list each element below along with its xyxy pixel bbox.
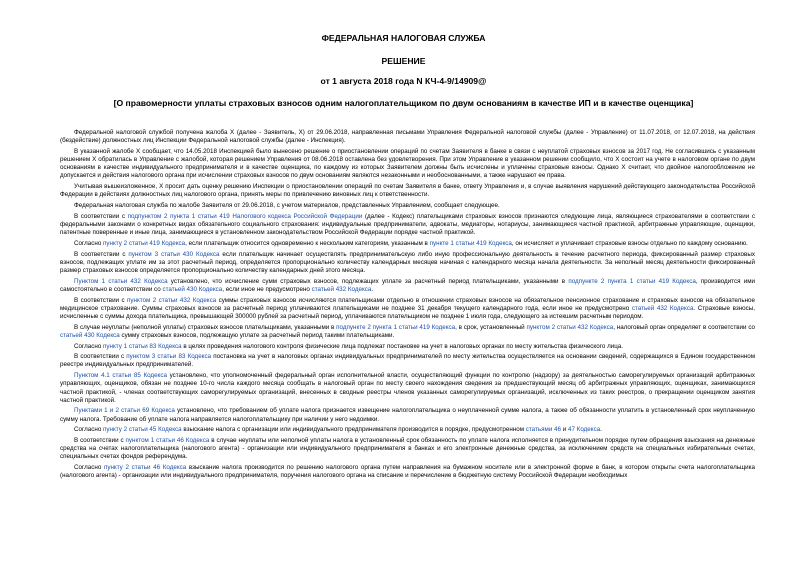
paragraph-text: Учитывая вышеизложенное, X просит дать оценку решению Инспекции о приостановлении операций по счетам Заявителя в банке, ответу Управления и, в случае выявления нарушений действующего законодательства Российской Федерации в действиях должностных лиц налогового органа, принять меры по привлечению виновных лиц к ответственности. bbox=[60, 183, 755, 199]
law-reference-link[interactable]: пунктом 2 статьи 432 Кодекса bbox=[126, 296, 217, 304]
paragraph-text: Согласно bbox=[74, 342, 104, 350]
paragraph-text: Согласно bbox=[74, 426, 104, 434]
paragraph-text: установлено, что уполномоченный федеральный орган исполнительной власти, осуществляющий функции по контролю (надзору) за деятельностью саморегулируемых организаций арбитражных управляющих, оценщиков, обязан не позднее 10-го числа каждого месяца сообщать в налоговый орган по месту своего нахождения сведения за предшествующий месяц об арбитражных управляющих, оценщиках, занимающихся частной практикой, - членах соответствующих саморегулируемых организаций, внесенных в сводные реестры членов указанных саморегулируемых организаций, исключенных из таких реестров, о прекращении оценщиком занятия частной практикой. bbox=[60, 372, 755, 404]
law-reference-link[interactable]: пунктом 1 статьи 46 Кодекса bbox=[125, 437, 210, 445]
paragraph-text: В соответствии с bbox=[74, 296, 127, 304]
law-reference-link[interactable]: пункту 1 статьи 83 Кодекса bbox=[103, 342, 182, 350]
paragraph-text: и bbox=[561, 426, 568, 434]
paragraph-text: Согласно bbox=[74, 464, 104, 472]
law-reference-link[interactable]: Пунктами 1 и 2 статьи 69 Кодекса bbox=[74, 407, 175, 415]
paragraph-text: (далее - Кодекс) плательщиками страховых взносов признаются следующие лица, являющиеся страхователями в соответствии с федеральными законами о конкретных видах обязательного социального страхования: индивидуальные предприниматели, адвокаты, медиаторы, нотариусы, занимающиеся частной практикой, арбитражные управляющие, оценщики, патентные поверенные и иные лица, занимающиеся в установленном законодательством Российской Федерации порядке частной практикой. bbox=[60, 212, 756, 237]
paragraph-text: . bbox=[600, 426, 602, 434]
paragraph bbox=[60, 372, 755, 405]
law-reference-link[interactable]: подпункте 2 пункта 1 статьи 419 Кодекса bbox=[336, 323, 456, 331]
paragraph bbox=[60, 343, 755, 351]
document-type: РЕШЕНИЕ bbox=[381, 56, 426, 66]
law-reference-link[interactable]: статьей 432 Кодекса bbox=[631, 304, 694, 312]
paragraph bbox=[60, 148, 755, 181]
paragraph-text: В случае неуплаты (неполной уплаты) страховых взносов плательщиками, указанными в bbox=[74, 323, 337, 331]
paragraph bbox=[60, 437, 755, 461]
paragraph bbox=[60, 324, 755, 340]
paragraph-text: сумму страховых взносов, подлежащую уплате за расчетный период такими плательщиками. bbox=[119, 331, 395, 339]
law-reference-link[interactable]: пункту 2 статьи 45 Кодекса bbox=[103, 426, 182, 434]
paragraph-text: взыскание налога с организации или индивидуального предпринимателя производится в порядке, предусмотренном bbox=[181, 426, 526, 434]
document-subject: [О правомерности уплаты страховых взносов одним налогоплательщиком по двум основаниям в качестве ИП и в качестве оценщика] bbox=[113, 98, 694, 108]
law-reference-link[interactable]: пунктом 2 статьи 432 Кодекса bbox=[526, 323, 614, 331]
paragraph bbox=[60, 129, 755, 145]
paragraph bbox=[60, 213, 755, 237]
paragraph bbox=[60, 202, 755, 210]
paragraph-text: , налоговый орган определяет в соответствии со bbox=[613, 323, 755, 331]
paragraph bbox=[60, 297, 755, 321]
law-reference-link[interactable]: пунктом 3 статьи 430 Кодекса bbox=[128, 250, 220, 258]
paragraph-text: Федеральная налоговая служба по жалобе Заявителя от 29.06.2018, с учетом материалов, представленных Управлением, сообщает следующее. bbox=[74, 202, 500, 210]
paragraph-text: . Страховые взносы, исчисленные с суммы дохода плательщика, превышающей 300000 рублей за расчетный период, уплачиваются плательщиком не позднее 1 июля года, следующего за истекшим расчетным периодом. bbox=[60, 304, 755, 320]
document-date-number: от 1 августа 2018 года N КЧ-4-9/14909@ bbox=[320, 76, 487, 86]
paragraph-text: в целях проведения налогового контроля физические лица подлежат постановке на учет в налоговых органах по месту жительства физического лица. bbox=[181, 342, 624, 350]
paragraph-text: В соответствии с bbox=[74, 353, 127, 361]
law-reference-link[interactable]: пункту 2 статьи 46 Кодекса bbox=[103, 464, 187, 472]
law-reference-link[interactable]: Пунктом 1 статьи 432 Кодекса bbox=[74, 277, 168, 285]
paragraph-text: В соответствии с bbox=[74, 212, 128, 220]
paragraph-text: Федеральной налоговой службой получена жалоба X (далее - Заявитель, X) от 29.06.2018, направленная письмами Управления Федеральной налоговой службы (далее - Управление) от 11.07.2018, от 12.07.2018, на действия (бездействие) должностных лиц Инспекции Федеральной налоговой службы (далее - Инспекция). bbox=[60, 129, 755, 145]
paragraph-text: , в срок, установленный bbox=[455, 323, 527, 331]
paragraph bbox=[60, 183, 755, 199]
law-reference-link[interactable]: подпункте 2 пункта 1 статьи 419 Кодекса bbox=[568, 277, 696, 285]
paragraph-text: Согласно bbox=[74, 239, 104, 247]
paragraph-text: установлено, что исчисление сумм страховых взносов, подлежащих уплате за расчетный период плательщиками, указанными в bbox=[167, 277, 569, 285]
paragraph bbox=[60, 426, 755, 434]
paragraph-text: , он исчисляет и уплачивает страховые взносы отдельно по каждому основанию. bbox=[511, 239, 748, 247]
paragraph-text: В указанной жалобе X сообщает, что 14.05.2018 Инспекцией было вынесено решение о приостановлении операций по счетам Заявителя в банке в связи с неуплатой страховых взносов за 2017 год. Не согласившись с указанным решением X обратилась в Управление с жалобой, которая решением Управления от 08.06.2018 оставлена без удовлетворения. При этом Управление в указанном решении сообщило, что X состоит на учете в налоговом органе по двум основаниям в качестве индивидуального предпринимателя и в качестве оценщика, по каждому из которых Заявителем должны быть исчислены и уплачены страховые взносы. Однако X считает, что двойное налогообложение не допускается и действия налогового органа при исчислении страховых взносов по двум основаниям являются незаконными и необоснованными, а также нарушают ее права. bbox=[60, 147, 755, 180]
paragraph bbox=[60, 251, 755, 275]
paragraph bbox=[60, 240, 755, 248]
law-reference-link[interactable]: статьей 430 Кодекса bbox=[60, 331, 120, 339]
document-body bbox=[60, 129, 755, 483]
law-reference-link[interactable]: статьей 432 Кодекса bbox=[311, 285, 372, 293]
paragraph-text: суммы страховых взносов исчисляются плательщиками отдельно в отношении страховых взносов на обязательное пенсионное страхование и страховых взносов на обязательное медицинское страхование. Суммы страховых взносов за расчетный период уплачиваются плательщиками не позднее 31 декабря текущего календарного года, если иное не предусмотрено bbox=[60, 296, 755, 312]
paragraph-text: . bbox=[371, 285, 374, 293]
law-reference-link[interactable]: статьей 430 Кодекса bbox=[162, 285, 223, 293]
law-reference-link[interactable]: пункту 2 статьи 419 Кодекса bbox=[103, 239, 186, 247]
paragraph-text: установлено, что требованием об уплате налога признается извещение налогоплательщика о неуплаченной сумме налога, а также об обязанности уплатить в установленный срок неуплаченную сумму налога. Требование об уплате налога направляется налогоплательщику при наличии у него недоимки. bbox=[60, 407, 755, 423]
paragraph-text: если плательщик начинает осуществлять предпринимательскую либо иную профессиональную деятельность в течение расчетного периода, фиксированный размер страховых взносов, подлежащих уплате им за этот расчетный период, определяется пропорционально количеству календарных месяцев начиная с календарного месяца начала деятельности. За неполный месяц деятельности фиксированный размер страховых взносов определяется пропорционально количеству календарных дней этого месяца. bbox=[60, 250, 755, 274]
law-reference-link[interactable]: пункте 1 статьи 419 Кодекса bbox=[429, 239, 512, 247]
paragraph-text: В соответствии с bbox=[74, 437, 126, 445]
paragraph-text: , если плательщик относится одновременно к нескольким категориям, указанным в bbox=[185, 239, 430, 247]
law-reference-link[interactable]: 47 Кодекса bbox=[567, 426, 601, 434]
paragraph-text: В соответствии с bbox=[74, 250, 129, 258]
paragraph bbox=[60, 353, 755, 369]
law-reference-link[interactable]: Пунктом 4.1 статьи 85 Кодекса bbox=[74, 372, 167, 380]
paragraph-text: в случае неуплаты или неполной уплаты налога в установленный срок обязанность по уплате налога исполняется в принудительном порядке путем обращения взыскания на денежные средства на счетах налогоплательщика (налогового агента) - организации или индивидуального предпринимателя в банках и его электронные денежные средства, за исключением средств на специальных избирательных счетах, специальных счетах фондов референдума. bbox=[60, 437, 755, 461]
paragraph-text: , если иное не предусмотрено bbox=[222, 285, 312, 293]
paragraph-text: , производится ими самостоятельно в соответствии со bbox=[60, 277, 755, 293]
law-reference-link[interactable]: пунктом 3 статьи 83 Кодекса bbox=[126, 353, 212, 361]
paragraph bbox=[60, 464, 755, 480]
paragraph bbox=[60, 407, 755, 423]
paragraph-text: постановка на учет в налоговых органах индивидуальных предпринимателей по месту жительства осуществляется на основании сведений, содержащихся в Едином государственном реестре индивидуальных предпринимателей. bbox=[60, 353, 756, 369]
law-reference-link[interactable]: подпунктом 2 пункта 1 статьи 419 Налогового кодекса Российской Федерации bbox=[127, 212, 363, 220]
paragraph-text: взыскание налога производится по решению налогового органа путем направления на бумажном носителе или в электронной форме в банк, в котором открыты счета налогоплательщика (налогового агента) - организации или индивидуального предпринимателя, поручения налогового органа на списание и перечисление в бюджетную систему Российской Федерации необходимых bbox=[60, 464, 755, 480]
agency-name: ФЕДЕРАЛЬНАЯ НАЛОГОВАЯ СЛУЖБА bbox=[321, 33, 486, 43]
law-reference-link[interactable]: статьями 46 bbox=[525, 426, 562, 434]
paragraph bbox=[60, 278, 755, 294]
